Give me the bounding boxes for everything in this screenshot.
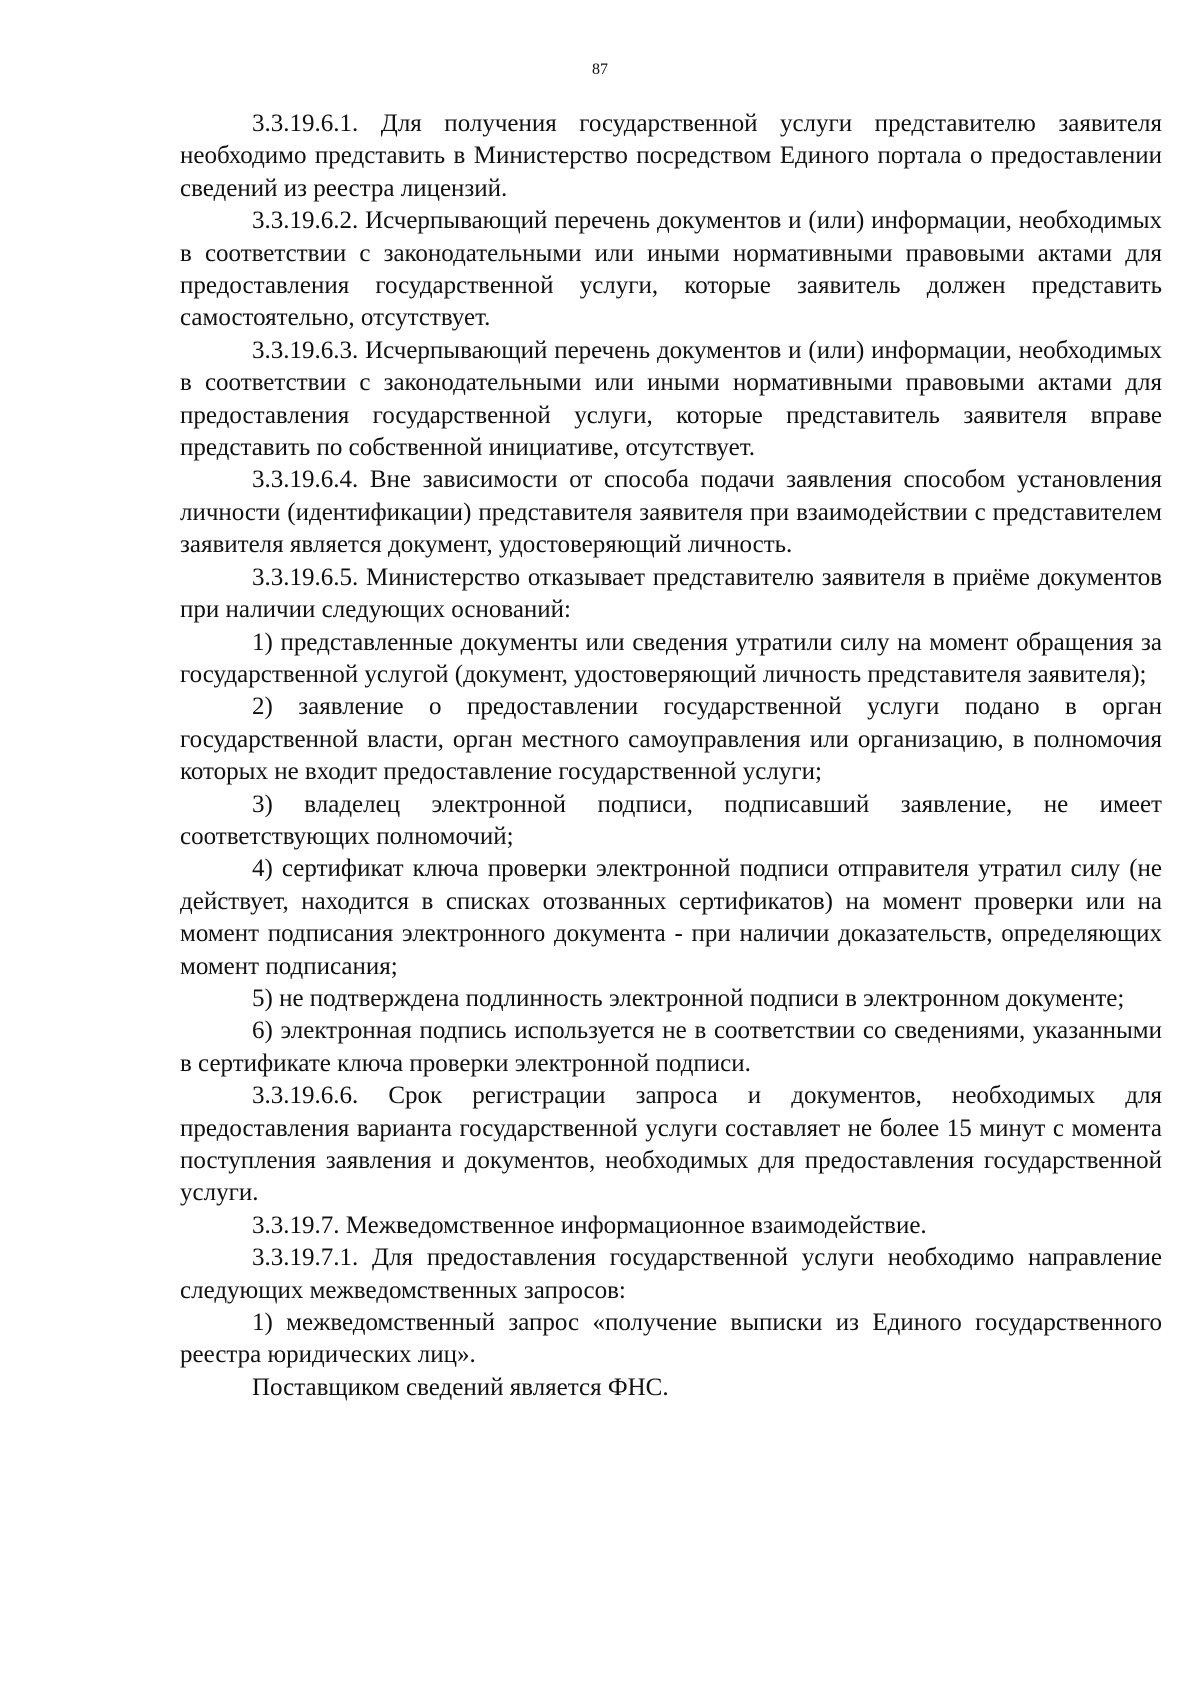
list-item-6: 6) электронная подпись используется не в соответствии со сведениями, указанными в сертификате ключа проверки электронной подписи. (180, 1017, 1162, 1077)
paragraph-3-3-19-6-2: 3.3.19.6.2. Исчерпывающий перечень документов и (или) информации, необходимых в соответствии с законодательными или иными нормативными правовыми актами для предоставления государственной услуги, которые заявитель должен представить самостоятельно, отсутствует. (180, 207, 1162, 332)
paragraph-3-3-19-6-1: 3.3.19.6.1. Для получения государственной услуги представителю заявителя необходимо представить в Министерство посредством Единого портала о предоставлении сведений из реестра лицензий. (180, 110, 1162, 202)
paragraph-supplier: Поставщиком сведений является ФНС. (252, 1373, 669, 1401)
list-item-5: 5) не подтверждена подлинность электронной подписи в электронном документе; (252, 984, 1125, 1012)
paragraph-3-3-19-6-4: 3.3.19.6.4. Вне зависимости от способа подачи заявления способом установления личности (идентификации) представителя заявителя при взаимодействии с представителем заявителя является документ, удостоверяющий личность. (180, 466, 1162, 559)
request-list-item-1: 1) межведомственный запрос «получение выписки из Единого государственного реестра юридических лиц». (180, 1309, 1162, 1369)
paragraph-3-3-19-6-6: 3.3.19.6.6. Срок регистрации запроса и документов, необходимых для предоставления варианта государственной услуги составляет не более 15 минут с момента поступления заявления и документов, необходимых для предоставления государственной услуги. (180, 1082, 1162, 1207)
paragraph-3-3-19-6-5: 3.3.19.6.5. Министерство отказывает представителю заявителя в приёме документов при наличии следующих оснований: (180, 563, 1162, 624)
document-body (180, 108, 1162, 1404)
page-number: 87 (592, 61, 608, 78)
list-item-3: 3) владелец электронной подписи, подписавший заявление, не имеет соответствующих полномочий; (180, 790, 1162, 850)
paragraph-3-3-19-6-3: 3.3.19.6.3. Исчерпывающий перечень документов и (или) информации, необходимых в соответствии с законодательными или иными нормативными правовыми актами для предоставления государственной услуги, которые представитель заявителя вправе представить по собственной инициативе, отсутствует. (180, 336, 1162, 462)
list-item-4: 4) сертификат ключа проверки электронной подписи отправителя утратил силу (не действует, находится в списках отозванных сертификатов) на момент проверки или на момент подписания электронного документа - при наличии доказательств, определяющих момент подписания; (180, 855, 1162, 980)
paragraph-3-3-19-7: 3.3.19.7. Межведомственное информационное взаимодействие. (252, 1211, 927, 1239)
paragraph-3-3-19-7-1: 3.3.19.7.1. Для предоставления государственной услуги необходимо направление следующих межведомственных запросов: (180, 1244, 1162, 1304)
list-item-2: 2) заявление о предоставлении государственной услуги подано в орган государственной власти, орган местного самоуправления или организацию, в полномочия которых не входит предоставление государственной услуги; (180, 693, 1162, 786)
list-item-1: 1) представленные документы или сведения утратили силу на момент обращения за государственной услугой (документ, удостоверяющий личность представителя заявителя); (180, 628, 1162, 688)
